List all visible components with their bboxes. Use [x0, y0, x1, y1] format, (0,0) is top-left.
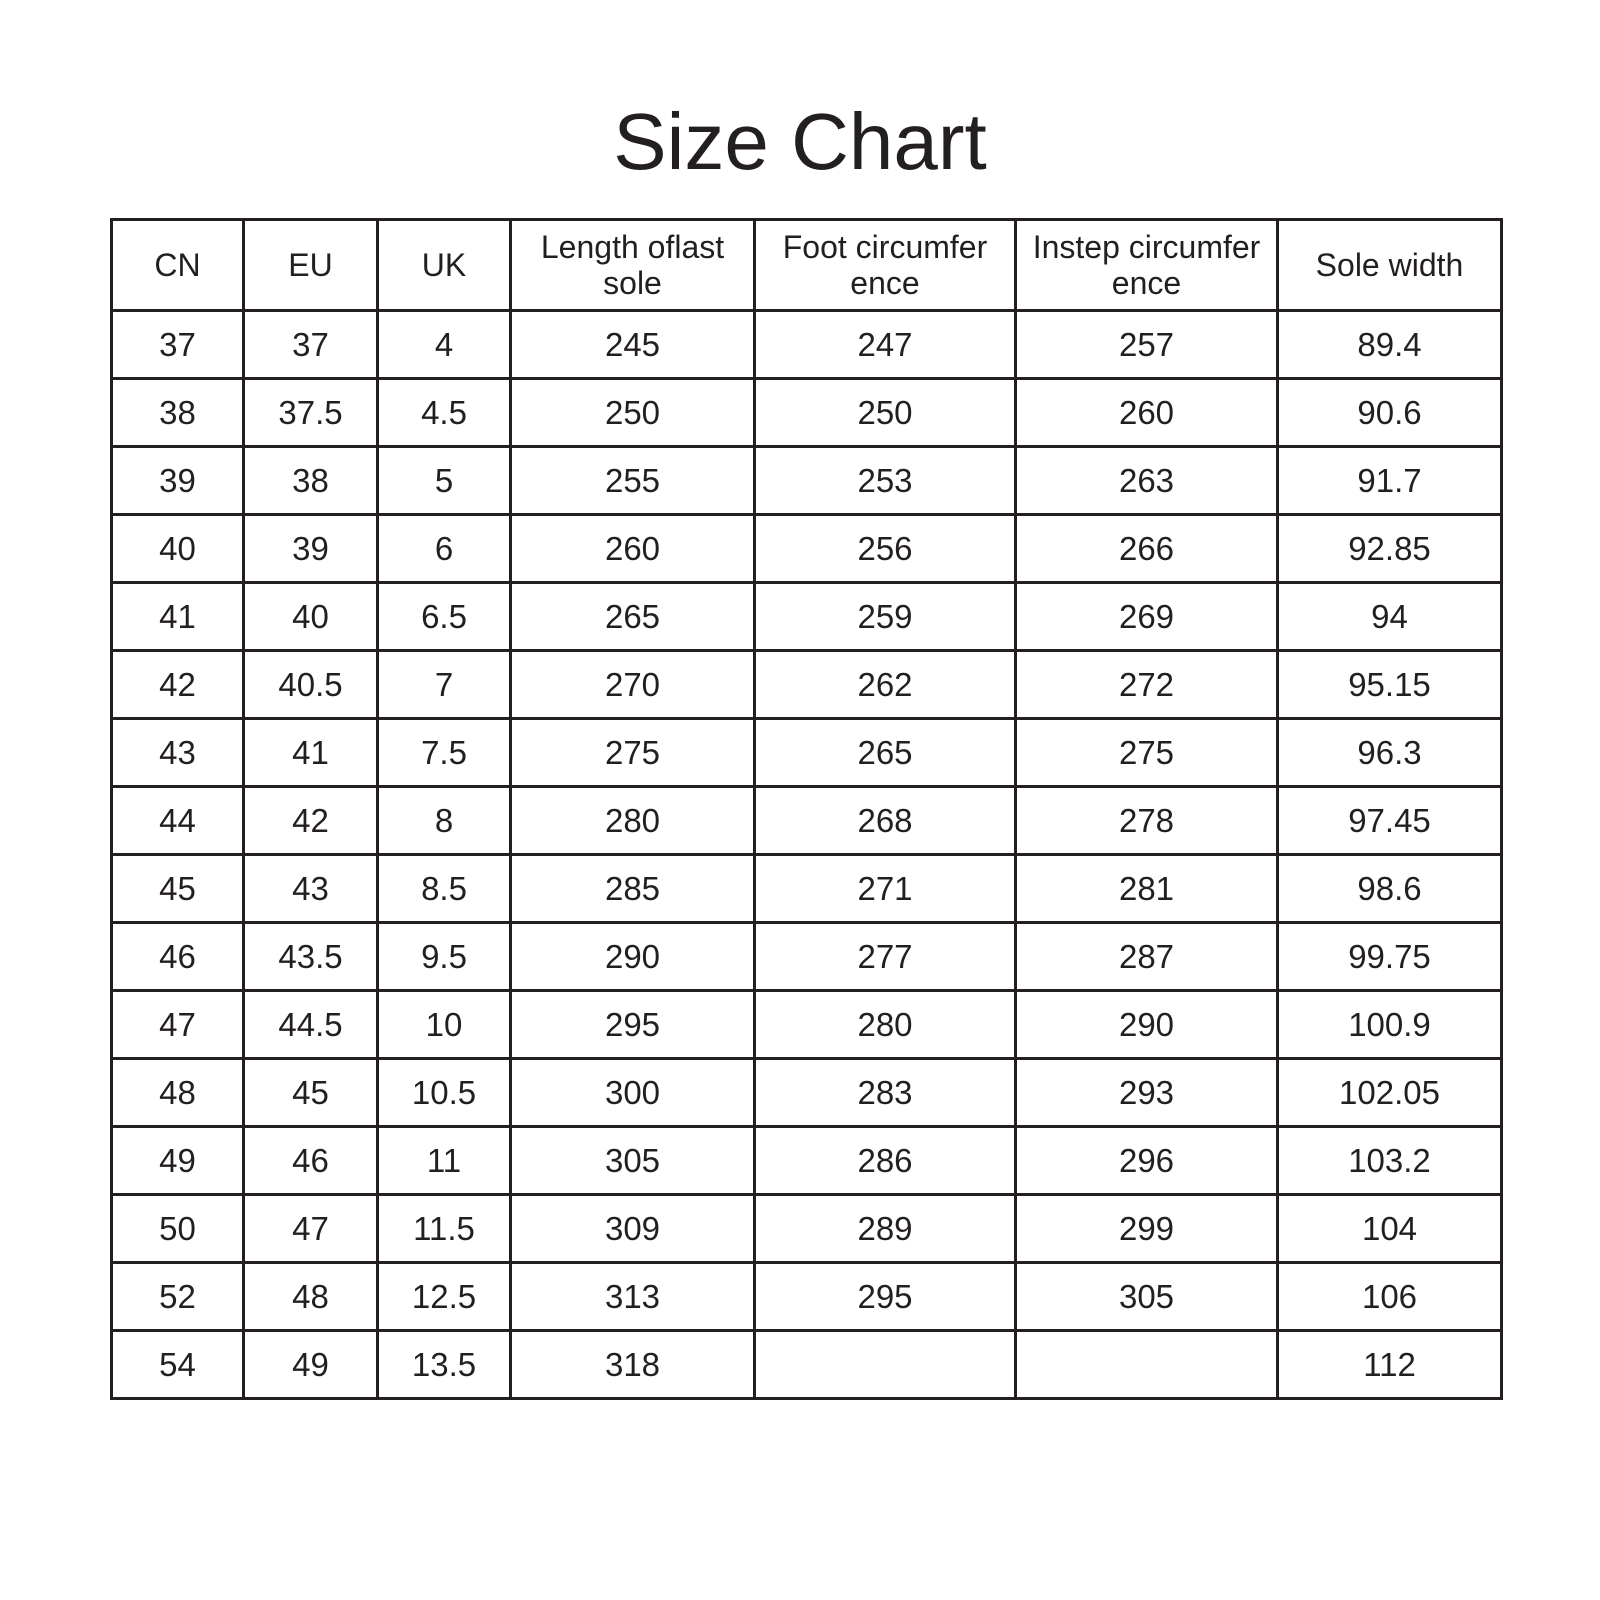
cell-sole-width: 104: [1278, 1195, 1502, 1263]
cell-sole-width: 89.4: [1278, 311, 1502, 379]
cell-eu: 40: [244, 583, 378, 651]
header-uk: UK: [378, 220, 511, 311]
cell-instep-circumference: 278: [1016, 787, 1278, 855]
cell-sole-width: 100.9: [1278, 991, 1502, 1059]
cell-sole-width: 95.15: [1278, 651, 1502, 719]
cell-instep-circumference: 296: [1016, 1127, 1278, 1195]
cell-instep-circumference: [1016, 1331, 1278, 1399]
table-row: [112, 1263, 1502, 1331]
table-body: [112, 311, 1502, 1399]
table-row: [112, 991, 1502, 1059]
cell-sole-width: 106: [1278, 1263, 1502, 1331]
cell-eu: 49: [244, 1331, 378, 1399]
cell-instep-circumference: 272: [1016, 651, 1278, 719]
cell-sole-width: 102.05: [1278, 1059, 1502, 1127]
cell-foot-circumference: 259: [755, 583, 1016, 651]
cell-instep-circumference: 269: [1016, 583, 1278, 651]
table-row: [112, 447, 1502, 515]
cell-eu: 47: [244, 1195, 378, 1263]
table-row: [112, 923, 1502, 991]
cell-uk: 9.5: [378, 923, 511, 991]
cell-cn: 45: [112, 855, 244, 923]
cell-foot-circumference: 283: [755, 1059, 1016, 1127]
cell-eu: 42: [244, 787, 378, 855]
cell-foot-circumference: 256: [755, 515, 1016, 583]
table-row: [112, 311, 1502, 379]
cell-foot-circumference: 262: [755, 651, 1016, 719]
cell-cn: 37: [112, 311, 244, 379]
table-row: [112, 1059, 1502, 1127]
header-cn: CN: [112, 220, 244, 311]
cell-sole-width: 97.45: [1278, 787, 1502, 855]
cell-foot-circumference: 247: [755, 311, 1016, 379]
cell-length-of-last-sole: 290: [511, 923, 755, 991]
cell-uk: 10: [378, 991, 511, 1059]
cell-foot-circumference: 250: [755, 379, 1016, 447]
size-chart-table: [110, 218, 1503, 1400]
cell-cn: 44: [112, 787, 244, 855]
cell-cn: 41: [112, 583, 244, 651]
cell-foot-circumference: 268: [755, 787, 1016, 855]
table-row: [112, 1331, 1502, 1399]
cell-length-of-last-sole: 275: [511, 719, 755, 787]
cell-uk: 11: [378, 1127, 511, 1195]
cell-length-of-last-sole: 300: [511, 1059, 755, 1127]
cell-eu: 44.5: [244, 991, 378, 1059]
cell-sole-width: 98.6: [1278, 855, 1502, 923]
cell-sole-width: 99.75: [1278, 923, 1502, 991]
cell-uk: 4.5: [378, 379, 511, 447]
header-instep-circumference: Instep circumfer ence: [1016, 220, 1278, 311]
cell-sole-width: 96.3: [1278, 719, 1502, 787]
header-sole-width: Sole width: [1278, 220, 1502, 311]
cell-uk: 7: [378, 651, 511, 719]
cell-cn: 38: [112, 379, 244, 447]
cell-foot-circumference: 286: [755, 1127, 1016, 1195]
cell-sole-width: 91.7: [1278, 447, 1502, 515]
cell-foot-circumference: 253: [755, 447, 1016, 515]
cell-cn: 52: [112, 1263, 244, 1331]
cell-instep-circumference: 299: [1016, 1195, 1278, 1263]
cell-sole-width: 94: [1278, 583, 1502, 651]
cell-cn: 42: [112, 651, 244, 719]
cell-cn: 50: [112, 1195, 244, 1263]
cell-cn: 47: [112, 991, 244, 1059]
cell-length-of-last-sole: 305: [511, 1127, 755, 1195]
cell-cn: 39: [112, 447, 244, 515]
page-title: Size Chart: [613, 97, 987, 186]
cell-eu: 39: [244, 515, 378, 583]
cell-cn: 46: [112, 923, 244, 991]
table-row: [112, 515, 1502, 583]
table-row: [112, 719, 1502, 787]
header-length-of-last-sole: Length oflast sole: [511, 220, 755, 311]
cell-uk: 8.5: [378, 855, 511, 923]
cell-length-of-last-sole: 260: [511, 515, 755, 583]
header-foot-circumference: Foot circumfer ence: [755, 220, 1016, 311]
cell-instep-circumference: 275: [1016, 719, 1278, 787]
table-row: [112, 787, 1502, 855]
cell-foot-circumference: 295: [755, 1263, 1016, 1331]
cell-cn: 40: [112, 515, 244, 583]
cell-eu: 48: [244, 1263, 378, 1331]
cell-cn: 54: [112, 1331, 244, 1399]
table-row: [112, 1127, 1502, 1195]
table-row: [112, 379, 1502, 447]
cell-foot-circumference: 271: [755, 855, 1016, 923]
cell-instep-circumference: 287: [1016, 923, 1278, 991]
cell-length-of-last-sole: 250: [511, 379, 755, 447]
cell-eu: 43: [244, 855, 378, 923]
cell-sole-width: 103.2: [1278, 1127, 1502, 1195]
cell-uk: 6.5: [378, 583, 511, 651]
cell-eu: 37: [244, 311, 378, 379]
table-row: [112, 583, 1502, 651]
cell-eu: 40.5: [244, 651, 378, 719]
cell-sole-width: 112: [1278, 1331, 1502, 1399]
cell-length-of-last-sole: 313: [511, 1263, 755, 1331]
cell-length-of-last-sole: 255: [511, 447, 755, 515]
cell-cn: 49: [112, 1127, 244, 1195]
cell-eu: 38: [244, 447, 378, 515]
table-row: [112, 1195, 1502, 1263]
cell-foot-circumference: 265: [755, 719, 1016, 787]
cell-eu: 46: [244, 1127, 378, 1195]
cell-foot-circumference: 280: [755, 991, 1016, 1059]
cell-eu: 37.5: [244, 379, 378, 447]
cell-instep-circumference: 290: [1016, 991, 1278, 1059]
cell-length-of-last-sole: 285: [511, 855, 755, 923]
cell-length-of-last-sole: 270: [511, 651, 755, 719]
cell-uk: 6: [378, 515, 511, 583]
cell-uk: 8: [378, 787, 511, 855]
cell-instep-circumference: 257: [1016, 311, 1278, 379]
cell-length-of-last-sole: 295: [511, 991, 755, 1059]
cell-eu: 45: [244, 1059, 378, 1127]
cell-eu: 41: [244, 719, 378, 787]
cell-instep-circumference: 281: [1016, 855, 1278, 923]
cell-uk: 11.5: [378, 1195, 511, 1263]
cell-instep-circumference: 293: [1016, 1059, 1278, 1127]
header-eu: EU: [244, 220, 378, 311]
table-header-row: [112, 220, 1502, 311]
table-row: [112, 651, 1502, 719]
cell-instep-circumference: 266: [1016, 515, 1278, 583]
cell-sole-width: 92.85: [1278, 515, 1502, 583]
cell-cn: 48: [112, 1059, 244, 1127]
cell-length-of-last-sole: 309: [511, 1195, 755, 1263]
cell-instep-circumference: 263: [1016, 447, 1278, 515]
cell-uk: 10.5: [378, 1059, 511, 1127]
cell-instep-circumference: 260: [1016, 379, 1278, 447]
cell-uk: 4: [378, 311, 511, 379]
cell-uk: 5: [378, 447, 511, 515]
cell-sole-width: 90.6: [1278, 379, 1502, 447]
cell-instep-circumference: 305: [1016, 1263, 1278, 1331]
cell-length-of-last-sole: 280: [511, 787, 755, 855]
table-row: [112, 855, 1502, 923]
cell-uk: 7.5: [378, 719, 511, 787]
cell-uk: 12.5: [378, 1263, 511, 1331]
cell-eu: 43.5: [244, 923, 378, 991]
cell-foot-circumference: [755, 1331, 1016, 1399]
cell-length-of-last-sole: 318: [511, 1331, 755, 1399]
cell-foot-circumference: 289: [755, 1195, 1016, 1263]
cell-foot-circumference: 277: [755, 923, 1016, 991]
cell-cn: 43: [112, 719, 244, 787]
cell-uk: 13.5: [378, 1331, 511, 1399]
cell-length-of-last-sole: 265: [511, 583, 755, 651]
cell-length-of-last-sole: 245: [511, 311, 755, 379]
